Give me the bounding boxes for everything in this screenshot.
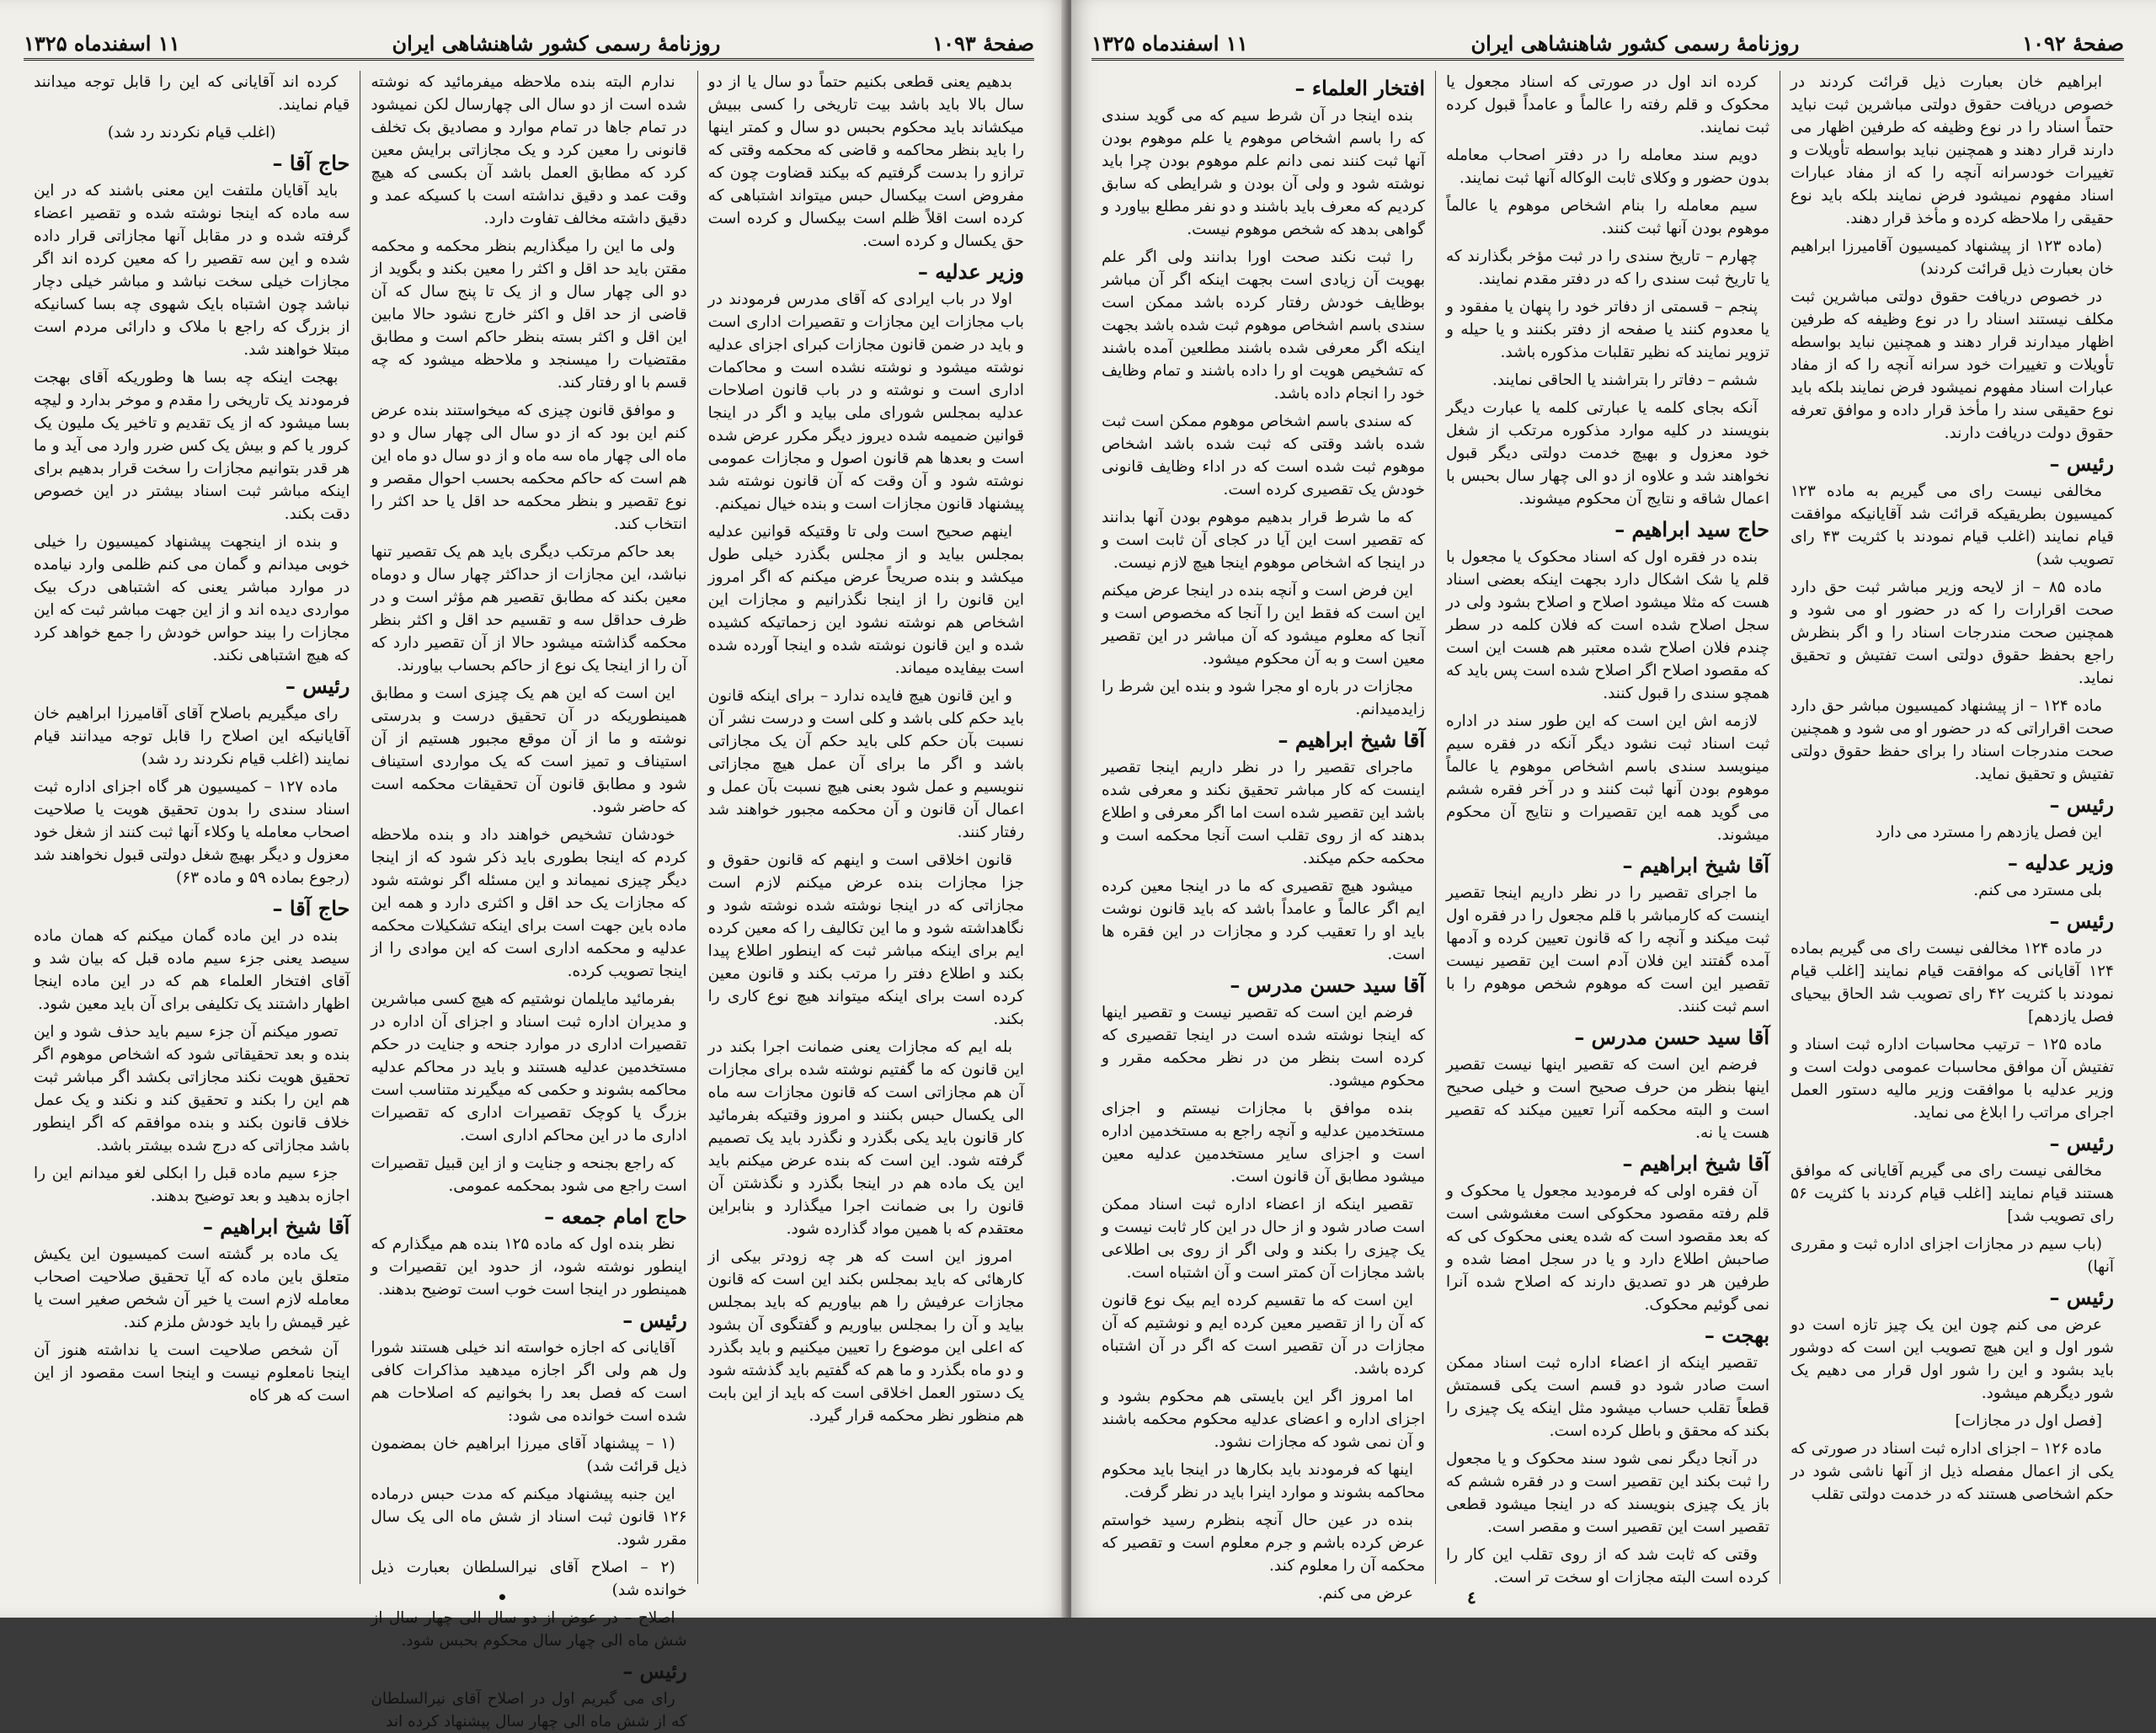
text-column [1091,71,1435,1602]
paragraph: را ثبت نکند صحت اورا بدانند ولی اگر علم بهویت آن زیادی است بجهت اینکه اگر آن مباشر بوظایف خودش رفتار کرده باشد ممکن است سندی باسم اشخاص موهوم ثبت شده باشد بجهت اینکه اگر معرفی شده باشند مطلعین آمده باشند که تشخیص هویت او را داده باشند و تمام وظایف خود را انجام داده باشد. [1102,248,1425,403]
paragraph: در خصوص دریافت حقوق دولتی مباشرین ثبت مکلف نیستند اسناد را در نوع وظیفه که طرفین اظهار میدارند قرار دهند و همچنین نباید بواسطه تأویلات و تغییرات خود سرانه آنچه را که از مفاد عبارات اسناد مفهوم نمیشود فرض نمایند بلکه باید نوع حقیقی سند را مأخذ قرار داده و موافق تعرفه حقوق دولت دریافت دارند. [1790,288,2114,442]
left-page-date: ۱۱ اسفندماه ۱۳۲۵ [24,31,180,56]
paragraph: تقصیر اینکه از اعضاء اداره ثبت اسناد ممکن است صادر شود دو قسم است یکی قسمتش قطعاً تقلب حساب میشود مثل اینکه یک چیزی را بکند که محقق و باطل کرده است. [1446,1354,1769,1440]
right-page-folio: ٤ [1467,1587,1476,1608]
paragraph: عرض می کنم. [1317,1585,1413,1602]
paragraph: تقصیر اینکه از اعضاء اداره ثبت اسناد ممکن است صادر شود و از حال در این کار ثابت نیست و یک چیزی را بکند و ولی اگر از روی بی اطلاعی باشد مجازات آن کمتر است و آن اشتباه است. [1102,1196,1425,1282]
speaker-name: رئیس – [2049,451,2114,476]
paragraph: کرده اند آقایانی که این را قابل توجه میدانند قیام نمایند. [34,73,350,114]
left-page-title: روزنامهٔ رسمی کشور شاهنشاهی ایران [392,31,721,56]
paragraph: ولی ما این را میگذاریم بنظر محکمه و محکمه مقتن باید حد اقل و اکثر را معین بکند و بگوید از دو الی چهار سال و از یک تا پنج سال که آن قاضی از حد اقل و اکثر خارج نشود حالا مابین این اقل و اکثر بسته بنظر حاکم است و مطابق مقتضیات را میسنجد و ملاحظه میشود که چه قسم با او رفتار کند. [371,237,687,392]
paragraph: جزء سیم ماده قبل را ابکلی لغو میدانم این را اجازه بدهید و بعد توضیح بدهند. [34,1165,350,1205]
paragraph: و این قانون هیچ فایده ندارد – برای اینکه قانون باید حکم کلی باشد و کلی است و درست نشر آن نسبت بآن حکم کلی باید حکم آن یک مجازاتی باشد و اگر ما برای آن عمل هیچ مجازاتی ننویسیم و عمل شود بعنی هیچ نسبت بآن عمل و اعمال آن قانون و آن محکمه مجبور خواهند شد رفتار کنند. [707,687,1024,841]
paragraph: بعد حاکم مرتکب دیگری باید هم یک تقصیر تنها نباشد، این مجازات از حداکثر چهار سال و دوماه معین بکند که مطابق تقصیر هم مؤثر است و در ظرف حداقل سه و تقسیم حد اقل و اکثر بنظر محکمه گذاشته میشود حالا از آن تقصیر دارد که آن را از اینجا یک نوع از حاکم بحساب بیاورند. [371,543,687,675]
paragraph: خودشان تشخیص خواهند داد و بنده ملاحظه کردم که اینجا بطوری باید ذکر شود که از اینجا دیگر چیزی نمیماند و این مسئله اگر نوشته شود که مجازات یک حد اقل و اکثری دارد و همه این ماده باین جهت است برای اینکه تشکیلات محکمه عدلیه و محکمه اداری است که این موادی را از اینجا تصویب کرده. [371,826,687,980]
right-page-date: ۱۱ اسفندماه ۱۳۲۵ [1091,31,1248,56]
paragraph: و موافق قانون چیزی که میخواستند بنده عرض کنم این بود که از دو سال الی چهار سال و دو ماه الی چهار ماه سه ماه و از دو سال دو ماه این هم است که حاکم محکمه بحسب احوال مقصر و نوع تقصیر و بنظر محکمه حد اقل یا حد اکثر را انتخاب کند. [371,402,687,533]
paragraph: بنده اینجا در آن شرط سیم که می گوید سندی که را باسم اشخاص موهوم یا علم موهوم بودن آنها ثبت کنند نمی دانم علم موهوم بودن چرا باید نوشته شود و ولی آن بودن و شرایطی که سابق کردیم که معرف باید باشند و دو نفر مطلع بیاورد و گواهی بدهد که شخص موهوم نیست. [1102,107,1425,238]
speaker-name: حاج آقا – [272,151,350,175]
paragraph: رای می گیریم اول در اصلاح آقای نیرالسلطان که از شش ماه الی چهار سال پیشنهاد کرده اند [371,1690,687,1730]
paragraph: قانون اخلاقی است و اینهم که قانون حقوق و جزا مجازات بنده عرض میکنم لازم است مجازاتی که در اینجا نوشته شده نوشته شود و نگاهداشته شود و ما این تکالیف را که معین کرده ایم برای اینکه مباشر ثبت که اینطور اطلاع پیدا بکند و اطلاع دفتر را مرتب بکند و قانون معین کرده است برای اینکه میتواند هیچ نوع کاری را بکند. [707,851,1024,1028]
paragraph: بدهیم یعنی قطعی بکنیم حتماً دو سال یا از دو سال بالا باید باشد بیت تاریخی را کسی ببیش میکشاند باید محکوم بحبس دو سال و کمتر اینها را باید بنظر محاکمه و قاضی که محکمه وقتی که ترازو را بدست گرفتیم که بیکند قضاوت چون که مفروض است بیکسال حبس میتواند اشتباهی که کرده است اقلاً ظلم است بیکسال و کرده است حق یکسال و کرده است. [707,73,1024,250]
paragraph: بله ایم که مجازات یعنی ضمانت اجرا بکند در این قانون که ما گفتیم نوشته شده برای مجازات آن هم مجازاتی است که قانون مجازات سه ماه الی یکسال حبس بکنند و امروز وقتیکه بفرمائید کار قانون باید یکی بگذرد و نگذرد باید یک تصمیم گرفته شود. این است که بنده عرض میکنم باید این یک ماده هم در اینجا بگذرد و نگذشتن آن قانون را بی ضمانت اجرا میگذارد و بنابراین معتقدم که با همین مواد گذارده شود. [707,1038,1024,1238]
paragraph: اصلاح – در عوض از دو سال الی چهار سال از شش ماه الی چهار سال محکوم بحبس شود. [371,1609,687,1650]
paragraph: اینهم صحیح است ولی تا وقتیکه قوانین عدلیه بمجلس بیاید و از مجلس بگذرد خیلی طول میکشد و بنده صریحاً عرض میکنم که اگر امروز این قانون را از اینجا نگذرانیم و مجازات این اشخاص هم نوشته نشود این زحماتیکه کشیده شده و این قانون نوشته شده و اینجا آورده شده است بیفایده میماند. [707,523,1024,677]
paragraph: آقایانی که اجازه خواسته اند خیلی هستند شورا ول هم ولی اگر اجازه میدهید مذاکرات کافی است که فصل بعد را بخوانیم که اصلاحات هم شده است خوانده می شود: [371,1339,687,1425]
paragraph: آنکه بجای کلمه یا عبارتی کلمه یا عبارت دیگر بنویسند در کلیه موارد مذکوره مرتکب از شغل خود معزول و بهیچ خدمت دولتی دیگر قبول نخواهند شد و علاوه از دو الی چهار سال بحبس با اعمال شاقه و نتایج آن محکوم میشوند. [1446,399,1769,508]
text-column [698,71,1034,1584]
paragraph: چهارم – تاریخ سندی را در ثبت مؤخر بگذارند که یا تاریخ ثبت سندی را که در دفتر مقدم نمایند. [1446,248,1769,288]
speaker-name: رئیس – [2049,909,2114,933]
paragraph: ندارم البته بنده ملاحظه میفرمائید که نوشته شده است از دو سال الی چهارسال لکن نمیشود در تمام جاها در تمام موارد و مصادیق بک تخلف قانونی را معین کرد و یک مجازاتی برایش معین کرد که مطابق العمل باشد آن بکسی که هیچ وقت عمد و دقیق نداشته است با کسیکه عمد و دقیق داشته مخالف تفاوت دارد. [371,73,687,227]
paragraph: ماده ۱۲۶ – اجزای اداره ثبت اسناد در صورتی که یکی از اعمال مفصله ذیل از آنها ناشی شود در حکم اشخاصی هستند که در خدمت دولتی تقلب [1790,1440,2114,1503]
speaker-name: حاج سید ابراهیم – [1614,517,1769,541]
text-column [1780,71,2124,1584]
paragraph: بفرمائید مایلمان نوشتیم که هیچ کسی مباشرین و مدیران اداره ثبت اسناد و اجزای آن اداره در تقصیرات اداری در موارد جنحه و جنایت در حکم مستخدمین عدلیه هستند و باید در محاکم عدلیه محاکمه بشوند و حکمی که میگیرند متناسب است بزرگ یا کوچک تقصیرات اداری که تقصیرات اداری ما در این محاکم اداری است. [371,990,687,1144]
right-page-header [1091,29,2124,61]
paragraph: ششم – دفاتر را بتراشند یا الحاقی نمایند. [1492,371,1758,389]
paragraph: مجازات در باره او مجرا شود و بنده این شرط را زایدمیدانم. [1102,678,1425,718]
speaker-name: رئیس – [285,674,350,698]
left-page-folio: • [497,1587,508,1608]
left-page [0,0,1068,1730]
speaker-name: رئیس – [2049,1131,2114,1155]
paragraph: وقتی که ثابت شد که از روی تقلب این کار را کرده است البته مجازات او سخت تر است. [1446,1546,1769,1586]
paragraph: دویم سند معامله را در دفتر اصحاب معامله بدون حضور و وکلای ثابت الوکاله آنها ثبت نمایند. [1446,147,1769,187]
paragraph: در ماده ۱۲۴ مخالفی نیست رای می گیریم بماده ۱۲۴ آقایانی که موافقت قیام نمایند [اغلب قیام نمودند با کثریت ۴۲ رای تصویب شد الحاق بیحیای فصل یازدهم] [1790,940,2114,1026]
paragraph: میشود هیچ تقصیری که ما در اینجا معین کرده ایم اگر عالماً و عامداً باشد که باید قانون نوشت باید او را تعقیب کرد و مجازات در این فقره ها است. [1102,877,1425,963]
speaker-name: رئیس – [622,1308,687,1332]
speaker-name: آقا شیخ ابراهیم – [1622,1151,1769,1176]
paragraph: در آنجا دیگر نمی شود سند محکوک و یا مجعول را ثبت بکند این تقصیر است و در فقره ششم که باز یک چیزی بنویسند که در اینجا میشود قطعی تقصیر است این تقصیر است و مقصر است. [1446,1450,1769,1536]
vote-note: (اغلب قیام نکردند رد شد) [107,124,276,141]
paragraph: آن فقره اولی که فرمودید مجعول یا محکوک و قلم رفته مقصود محکوکی است مغشوشی است که بعد مقصود است که شده یعنی محکوک کی که صاحبش اطلاع دارد و یا در سجل امضا شده و طرفین هر دو تصدیق دارند که اصلاح شده آنرا نمی گوئیم محکوک. [1446,1182,1769,1314]
speaker-name: آقا شیخ ابراهیم – [1622,853,1769,877]
paragraph: آن شخص صلاحیت است یا نداشته هنوز آن اینجا نامعلوم نیست و اینجا است مقصود از این است که هر کاه [34,1341,350,1405]
paragraph: و بنده از اینجهت پیشنهاد کمیسیون را خیلی خوبی میدانم و گمان می کنم ظلمی وارد نیامده در موارد مباشر یعنی که اشتباهی درک بیک مواردی دیده اند و از این جهت مباشر ثبت که این مجازات را بیند حواس خودش را جمع خواهد کرد که هیچ اشتباهی نکند. [34,533,350,664]
paragraph: ابراهیم خان بعبارت ذیل قرائت کردند در خصوص دریافت حقوق دولتی مباشرین ثبت نباید حتماً اسناد را در نوع وظیفه که طرفین اظهار می دارند قرار دهند و همچنین نباید بواسطه تأویلات و تغییرات خودسرانه آنچه را که از مفاد عبارات اسناد مفهوم نمیشود فرض نمایند بلکه باید نوع حقیقی را ملاحظه کرده و مأخذ قرار دهند. [1790,73,2114,227]
paragraph: فرضم این است که تقصیر اینها نیست تقصیر اینها بنظر من حرف صحیح است و خیلی صحیح است و البته محکمه آنرا تعیین میکند که تقصیر هست یا نه. [1446,1056,1769,1142]
paragraph: لازمه اش این است که این طور سند در اداره ثبت اسناد ثبت نشود دیگر آنکه در فقره سیم مینویسد سندی باسم اشخاص موهوم یا عالماً موهوم بودن آنها ثبت کنند و در آخر فقره ششم می گوید همه این تقصیرات و نتایج آن محکوم میشوند. [1446,712,1769,844]
paragraph: پنجم – قسمتی از دفاتر خود را پنهان یا مفقود و یا معدوم کنند یا صفحه از دفتر بکنند و یا حیله و تزویر نمایند که نظیر تقلبات مذکوره باشد. [1446,298,1769,361]
speaker-name: حاج امام جمعه – [544,1204,687,1229]
speaker-name: رئیس – [622,1659,687,1683]
paragraph: این فصل یازدهم را مسترد می دارد [1876,824,2102,841]
paragraph: باید آقایان ملتفت این معنی باشند که در این سه ماده که اینجا نوشته شده و تقصیر اعضاء گرفته شده و در مقابل آنها مجازاتی قرار داده شده و این سه تقصیر را که معین کرده اند اگر مجازات خیلی سخت نباشد و مباشر خیلی دچار نباشد چون اشتباه بایک شهوی چه بسا کسانیکه از بزرگ که راجع با ملاک و دارائی مردم است مبتلا خواهند شد. [34,182,350,359]
paragraph: یک ماده بر گشته است کمیسیون این یکیش متعلق باین ماده که آیا تحقیق صلاحیت اصحاب معامله لازم است یا خیر آن شخص صغیر است یا غیر قیمش را باید خودش ملزم کند. [34,1245,350,1331]
left-page-header [24,29,1034,61]
speaker-name: وزیر عدلیه – [917,259,1024,284]
paragraph: این فرض است و آنچه بنده در اینجا عرض میکنم این است که فقط این را آنجا که مخصوص است و آنجا که معلوم میشود که آن مباشر در این تقصیر معین است و به آن محکوم میشود. [1102,582,1425,668]
speaker-name: رئیس – [2049,792,2114,817]
paragraph: (۱ – پیشنهاد آقای میرزا ابراهیم خان بمضمون ذیل قرائت شد) [371,1435,687,1475]
paragraph: بهجت اینکه چه بسا ها وطوریکه آقای بهجت فرمودند یک تاریخی را مقدم و موخر بدارد و لیچه بسا میشود که از یک تقدیم و تاخیر یک ملیون یک کرور یا کم و بیش یک کس ضرر وارد می آید و ما هر قدر بتوانیم مجازات را سخت قرار بدهیم برای اینکه مباشر ثبت اسناد بیشتر در این خصوص دقت بکند. [34,369,350,523]
paragraph: ماجرای تقصیر را در نظر داریم اینجا تقصیر اینست که کار مباشر تحقیق نکند و معرفی شده باشد این تقصیر شده است اما اگر معرفی و اطلاع بدهند که از روی تقلب است آنجا محکمه است و محکمه حکم میکند. [1102,759,1425,867]
paragraph: اما امروز اگر این بایستی هم محکوم بشود و اجزای اداره و اعضای عدلیه محکوم محکمه باشند و آن نمی شود که مجازات نشود. [1102,1388,1425,1451]
paragraph: اینها که فرمودند باید بکارها در اینجا باید محکوم محاکمه بشوند و موارد اینرا باید در نظر گرفت. [1102,1461,1425,1501]
text-column [1436,71,1780,1584]
paragraph: که ما شرط قرار بدهیم موهوم بودن آنها بدانند که تقصیر است این آیا در کجای آن ثابت است و در اینجا که اشخاص موهوم اینجا هیچ لازم نیست. [1102,509,1425,572]
right-page-title: روزنامهٔ رسمی کشور شاهنشاهی ایران [1470,31,1800,56]
paragraph: ما اجرای تقصیر را در نظر داریم اینجا تقصیر اینست که کارمباشر با قلم مجعول را در فقره اول ثبت میکند و آنچه را که قانون تعیین کرده و آدمها آمده گفتند این فلان آدم است این تقصیر نیست تقصیر این است که موهوم شخص موهوم را با اسم ثبت کنند. [1446,884,1769,1016]
paragraph: (۲ – اصلاح آقای نیرالسلطان بعبارت ذیل خوانده شد) [371,1559,687,1599]
paragraph: بلی مسترد می کنم. [1973,882,2102,899]
left-page-number: صفحهٔ ۱۰۹۳ [932,31,1034,56]
paragraph: [فصل اول در مجازات] [1955,1412,2102,1430]
paragraph: که راجع بجنحه و جنایت و از این قبیل تقصیرات است راجع می شود بمحکمه عمومی. [371,1154,687,1195]
paragraph: ماده ۱۲۴ – از پیشنهاد کمیسیون مباشر حق دارد صحت اقراراتی که در حضور او می شود و همچنین صحت مندرجات اسناد را برای حفظ حقوق دولتی تفتیش و تحقیق نماید. [1790,697,2114,783]
right-page [1071,0,2156,1618]
text-column [24,71,360,1584]
right-page-columns [1091,71,2124,1602]
paragraph: بنده در این ماده گمان میکنم که همان ماده سیصد یعنی جزء سیم ماده قبل که بیان شد و آقای افتخار العلماء هم که در این ماده اینجا اظهار داشتند یک تکلیفی برای آن باید معین شود. [34,927,350,1013]
speaker-name: حاج آقا – [272,896,350,920]
paragraph: کرده اند اول در صورتی که اسناد مجعول یا محکوک و قلم رفته را عالماً و عامداً قبول کرده ثبت نمایند. [1446,73,1769,136]
paragraph: رای میگیریم باصلاح آقای آقامیرزا ابراهیم خان آقایانیکه این اصلاح را قابل توجه میدانند قیام نمایند (اغلب قیام نکردند رد شد) [34,705,350,768]
paragraph: سیم معامله را بنام اشخاص موهوم یا عالماً موهوم بودن آنها ثبت کنند. [1446,197,1769,237]
speaker-name: آقا شیخ ابراهیم – [202,1214,350,1239]
paragraph: این است که این هم یک چیزی است و مطابق همینطوریکه در آن تحقیق درست و بدرستی نوشته و ما از آن موقع مجبور هستیم از آن استیناف و تمیز است که یک مواردی استیناف شود و مطابق قانون آن تحقیقات محکمه است که حاضر شود. [371,685,687,816]
speaker-name: آقا شیخ ابراهیم – [1278,728,1425,752]
speaker-name: وزیر عدلیه – [2007,851,2114,875]
paragraph: (ماده ۱۲۳ از پیشنهاد کمیسیون آقامیرزا ابراهیم خان بعبارت ذیل قرائت کردند) [1790,237,2114,278]
paragraph: تصور میکنم آن جزء سیم باید حذف شود و این بنده و بعد تحقیقاتی شود که اشخاص موهوم اگر تحقیق هویت نکند مجازاتی بکشد اگر مباشر ثبت هم این را بکند و تحقیق کند و نکند و یک عمل خلاف قانون بکند و بنده موافقم که اگر اینطور باشد مجازاتی که درج شده بیشتر باشد. [34,1023,350,1154]
right-page-number: صفحهٔ ۱۰۹۲ [2022,31,2124,56]
speaker-name: افتخار العلماء – [1294,76,1425,100]
paragraph: بنده در عین حال آنچه بنظرم رسید خواستم عرض کرده باشم و جرم معلوم است و تقصیر که محکمه آن را معلوم کند. [1102,1512,1425,1575]
speaker-name: آقا سید حسن مدرس – [1574,1025,1769,1049]
text-column [360,71,696,1730]
paragraph: (باب سیم در مجازات اجزای اداره ثبت و مقرری آنها) [1790,1235,2114,1276]
paragraph: اولا در باب ایرادی که آقای مدرس فرمودند در باب مجازات این مجازات و تقصیرات اداری است و باید در ضمن قانون مجازات کبرای اجزای عدلیه نوشته میشود و نوشته نشده است و محاکمات اداری است و نوشته و در باب قانون اصلاحات عدلیه بمجلس شورای ملی بیاید و اگر در اینجا قوانین ضمیمه شده دیروز دیگر مکرر عرض شده است و بعدها هم قانون اصول و مجازات عمومی نوشته شود و آن وقت که آن قانون نوشته شد پیشنهاد قانون مجازات است و بنده خیال نمیکنم. [707,291,1024,513]
speaker-name: رئیس – [2049,1285,2114,1309]
speaker-name: آقا سید حسن مدرس – [1230,973,1425,997]
paragraph: عرض می کنم چون این یک چیز تازه است دو شور اول و این هیچ تصویب این است که دوشور باید بشود و این را شور اول قرار می دهیم یک شور دیگرهم میشود. [1790,1316,2114,1402]
paragraph: ماده ۱۲۵ – ترتیب محاسبات اداره ثبت اسناد و تفتیش آن موافق محاسبات عمومی دولت است و وزیر عدلیه با موافقت وزیر مالیه دستور العمل اجرای مراتب را ابلاغ می نماید. [1790,1036,2114,1122]
paragraph: فرضم این است که تقصیر نیست و تقصیر اینها که اینجا نوشته شده است در اینجا تقصیری که کرده است بنظر من در نظر محکمه مقرر و محکوم میشود. [1102,1004,1425,1090]
paragraph: این است که ما تقسیم کرده ایم بیک نوع قانون که آن را از تقصیر معین کرده ایم و نوشتیم که آن مجازات در آن تقصیر است که اگر در آن اشتباه کرده باشد. [1102,1292,1425,1378]
paragraph: امروز این است که هر چه زودتر بیکی از کارهائی که باید بمجلس بکند این است که قانون مجازات عرفیش را هم بیاوریم که باید بمجلس بیاید و آن را بمجلس بیاوریم و گفتگوی آن بشود که اعلی این موضوع را تعیین میکنیم و باید بگذرد و دو ماه بگذرد و ما هم که گفتیم باید گذشته شود یک دستور العمل اخلاقی است که باید از این بابت هم منظور نظر محکمه قرار گیرد. [707,1248,1024,1425]
paragraph: نظر بنده اول که ماده ۱۲۵ بنده هم میگذارم که اینطور نوشته شود، از حدود این تقصیرات و همینطور در اینجا است خوب است توضیح بدهند. [371,1235,687,1298]
paragraph: ماده ۸۵ – از لایحه وزیر مباشر ثبت حق دارد صحت اقرارات را که در حضور او می شود و همچنین صحت مندرجات اسناد را و اگر بنظرش راجع بحفظ حقوق دولتی است تفتیش و تحقیق نماید. [1790,579,2114,687]
paragraph: مخالفی نیست رای می گیریم آقایانی که موافق هستند قیام نمایند [اغلب قیام کردند با کثریت ۵۶ رای تصویب شد] [1790,1162,2114,1225]
paragraph: مخالفی نیست رای می گیریم به ماده ۱۲۳ کمیسیون بطریقیکه قرائت شد آقایانیکه موافقت قیام نمایند (اغلب قیام نمودند با کثریت ۴۳ رای تصویب شد) [1790,483,2115,568]
paragraph: این جنبه پیشنهاد میکنم که مدت حبس درماده ۱۲۶ قانون ثبت اسناد از شش ماه الی یک سال مقرر شود. [371,1485,687,1549]
paragraph: ماده ۱۲۷ – کمیسیون هر گاه اجزای اداره ثبت اسناد سندی را بدون تحقیق هویت یا صلاحیت اصحاب معامله یا وکلاء آنها ثبت کنند از شغل خود معزول و دیگر بهیچ شغل دولتی قبول نخواهند شد (رجوع بماده ۵۹ و ماده ۶۳) [34,778,350,887]
left-page-columns [24,71,1034,1730]
speaker-name: بهجت – [1704,1323,1769,1347]
paragraph: بنده موافق با مجازات نیستم و اجزای مستخدمین عدلیه و آنچه راجع به مستخدمین اداره است و اجزای سایر مستخدمین عدلیه معین میشود مطابق آن قانون است. [1102,1100,1425,1186]
paragraph: بنده در فقره اول که اسناد محکوک یا مجعول با قلم یا شک اشکال دارد بجهت اینکه بعضی اسناد هست که مثلا میشود اصلاح و اصلاح بشود ولی در سجل اصلاح شده است که فلان کلمه در سطر چندم فلان اصلاح شده معتبر هم هست این است که مقصود اصلاح اگر اصلاح شده است پس باید که همچو سندی را قبول کنند. [1446,548,1769,702]
paragraph: که سندی باسم اشخاص موهوم ممکن است ثبت شده باشد وقتی که ثبت شده باشد اشخاص موهوم ثبت شده است که در اداء وظایف قانونی خودش یک تقصیری کرده است. [1102,413,1425,499]
